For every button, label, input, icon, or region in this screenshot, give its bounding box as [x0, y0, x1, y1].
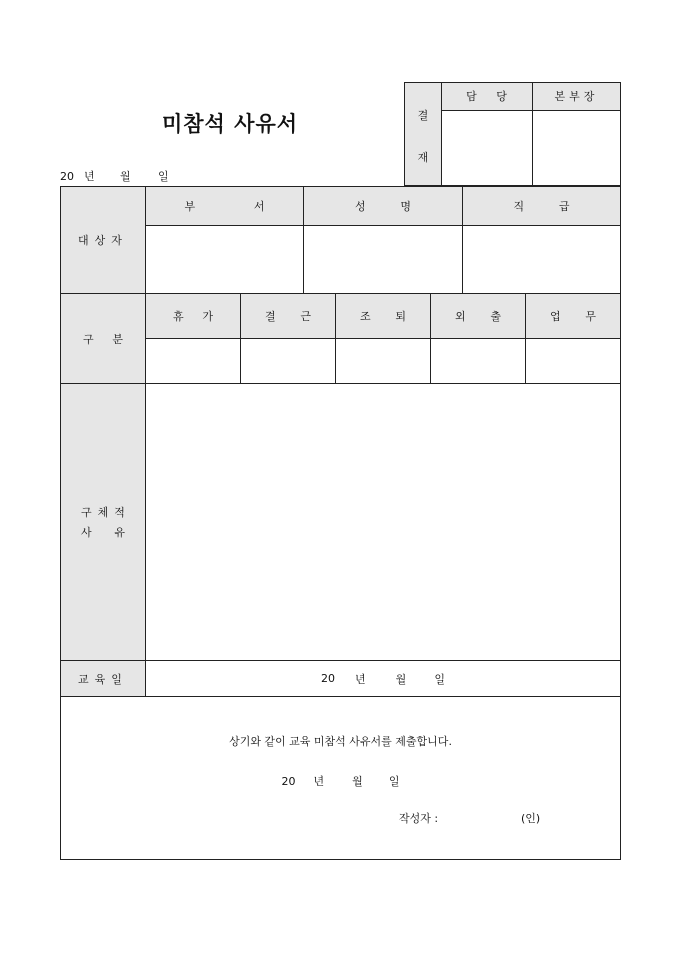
footer-date [61, 773, 620, 789]
footer-day-unit: 일 [388, 775, 400, 788]
approval-label-top: 결 [417, 109, 429, 122]
top-date-day-unit: 일 [158, 170, 169, 183]
approval-col-director [533, 83, 620, 185]
approval-sign-director[interactable] [533, 111, 620, 184]
document-title: 미참석 사유서 [161, 111, 299, 136]
reason-input[interactable] [146, 384, 620, 661]
top-date-month-unit: 월 [120, 170, 131, 183]
category-absence-input[interactable] [241, 339, 336, 384]
top-date [60, 168, 169, 184]
footer-year: 20 [281, 775, 296, 788]
education-date-field[interactable] [146, 661, 620, 697]
seal-label: (인) [521, 812, 541, 825]
education-year-unit: 년 [355, 672, 366, 686]
writer-label: 작성자 : [399, 812, 439, 825]
footer-month-unit: 월 [352, 775, 363, 788]
category-header-early-leave: 조 퇴 [336, 294, 431, 339]
footer-year-unit: 년 [313, 775, 325, 788]
education-year: 20 [321, 672, 336, 685]
footer-statement: 상기와 같이 교육 미참석 사유서를 제출합니다. [229, 735, 452, 748]
category-header-leave: 휴 가 [146, 294, 241, 339]
education-date-label: 교육일 [61, 661, 146, 697]
form-table [60, 186, 621, 860]
approval-box [404, 82, 621, 186]
category-header-work: 업 무 [526, 294, 620, 339]
category-label: 구 분 [61, 294, 146, 384]
category-header-outing: 외 출 [431, 294, 526, 339]
approval-col-director-header: 본부장 [533, 83, 620, 111]
target-name-input[interactable] [304, 226, 463, 294]
target-header-name: 성 명 [304, 187, 463, 226]
target-header-rank: 직 급 [463, 187, 620, 226]
approval-label-bottom: 재 [417, 151, 429, 164]
category-outing-input[interactable] [431, 339, 526, 384]
category-leave-input[interactable] [146, 339, 241, 384]
approval-label [405, 83, 442, 185]
category-header-absence: 결 근 [241, 294, 336, 339]
target-label: 대상자 [61, 187, 146, 294]
top-date-year: 20 [60, 170, 74, 183]
category-work-input[interactable] [526, 339, 620, 384]
education-month-unit: 월 [395, 672, 407, 686]
approval-col-manager [442, 83, 533, 185]
target-rank-input[interactable] [463, 226, 620, 294]
top-date-year-unit: 년 [84, 170, 95, 183]
target-dept-input[interactable] [146, 226, 304, 294]
reason-label: 구체적 사 유 [61, 384, 146, 661]
education-day-unit: 일 [434, 672, 445, 686]
target-header-dept: 부 서 [146, 187, 304, 226]
category-early-leave-input[interactable] [336, 339, 431, 384]
approval-sign-manager[interactable] [442, 111, 532, 184]
approval-col-manager-header: 담 당 [442, 83, 532, 111]
